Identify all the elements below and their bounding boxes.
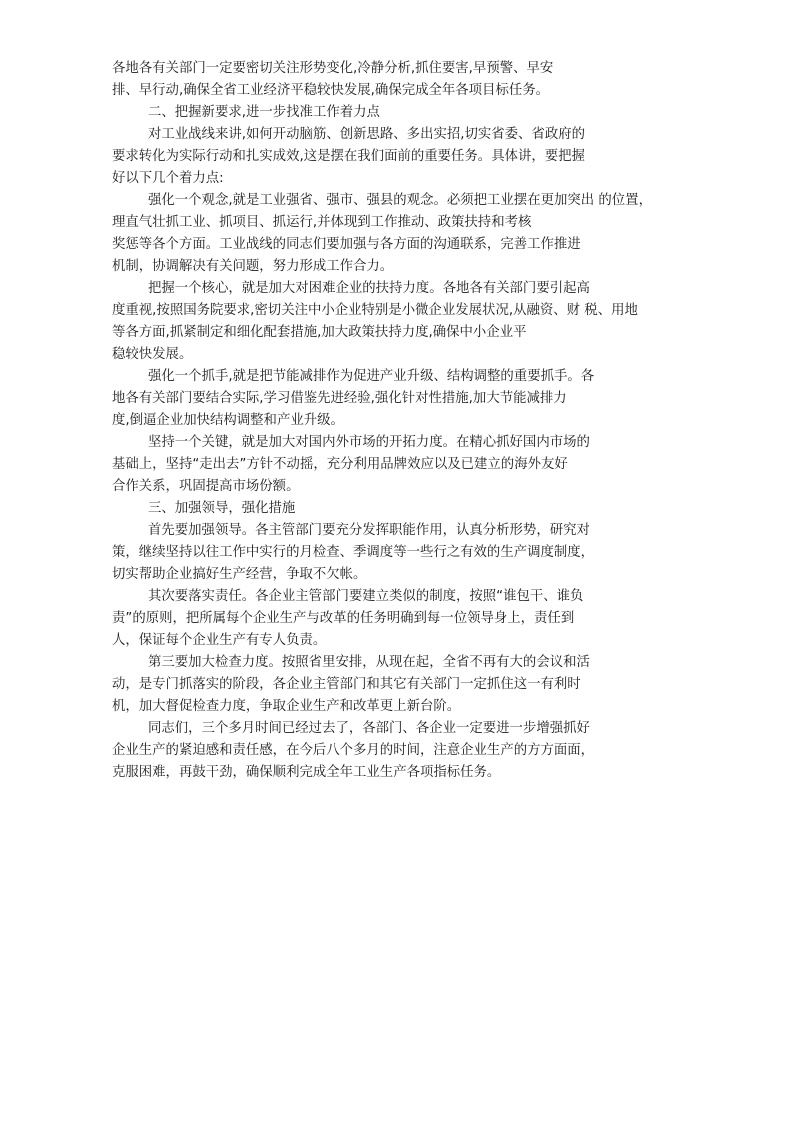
text-line: 第三要加大检查力度。按照省里安排，从现在起，全省不再有大的会议和活 xyxy=(148,655,590,670)
text-line: 要求转化为实际行动和扎实成效,这是摆在我们面前的重要任务。具体讲，要把握 xyxy=(112,149,585,164)
text-line: 等各方面,抓紧制定和细化配套措施,加大政策扶持力度,确保中小企业平 xyxy=(112,325,527,340)
body-text xyxy=(112,58,682,784)
text-line: 坚持一个关键，就是加大对国内外市场的开拓力度。在精心抓好国内市场的 xyxy=(148,435,590,450)
text-line: 强化一个观念,就是工业强省、强市、强县的观念。必须把工业摆在更加突出 的位置， xyxy=(148,193,652,208)
text-line: 机制，协调解决有关问题，努力形成工作合力。 xyxy=(112,259,394,274)
text-line: 排、早行动,确保全省工业经济平稳较快发展,确保完成全年各项目标任务。 xyxy=(112,83,550,98)
text-line: 策，继续坚持以往工作中实行的月检查、季调度等一些行之有效的生产调度制度， xyxy=(112,545,595,560)
text-line: 人，保证每个企业生产有专人负责。 xyxy=(112,633,327,648)
text-line: 对工业战线来讲,如何开动脑筋、创新思路、多出实招,切实省委、省政府的 xyxy=(148,127,586,142)
text-line: 动，是专门抓落实的阶段，各企业主管部门和其它有关部门一定抓住这一有利时 xyxy=(112,677,581,692)
text-line: 合作关系，巩固提高市场份额。 xyxy=(112,479,300,494)
text-line: 度,倒逼企业加快结构调整和产业升级。 xyxy=(112,413,344,428)
text-line: 地各有关部门要结合实际,学习借鉴先进经验,强化针对性措施,加大节能减排力 xyxy=(112,391,567,406)
text-line: 同志们，三个多月时间已经过去了，各部门、各企业一定要进一步增强抓好 xyxy=(148,721,590,736)
text-line: 切实帮助企业搞好生产经营，争取不欠帐。 xyxy=(112,567,367,582)
text-line: 首先要加强领导。各主管部门要充分发挥职能作用，认真分析形势，研究对 xyxy=(148,523,590,538)
text-line: 把握一个核心，就是加大对困难企业的扶持力度。各地各有关部门要引起高 xyxy=(148,281,590,296)
text-line: 理直气壮抓工业、抓项目、抓运行,并体现到工作推动、政策扶持和考核 xyxy=(112,215,532,230)
text-line: 责”的原则，把所属每个企业生产与改革的任务明确到每一位领导身上，责任到 xyxy=(112,611,575,626)
section-heading: 二、把握新要求,进一步找准工作着力点 xyxy=(148,105,380,120)
section-heading: 三、加强领导，强化措施 xyxy=(148,501,296,516)
text-line: 克服困难，再鼓干劲，确保顺利完成全年工业生产各项指标任务。 xyxy=(112,765,501,780)
text-line: 基础上，坚持“走出去”方针不动摇，充分利用品牌效应以及已建立的海外友好 xyxy=(112,457,568,472)
text-line: 其次要落实责任。各企业主管部门要建立类似的制度，按照“谁包干、谁负 xyxy=(148,589,584,604)
text-line: 好以下几个着力点: xyxy=(112,171,224,186)
text-line: 机，加大督促检查力度，争取企业生产和改革更上新台阶。 xyxy=(112,699,461,714)
text-line: 奖惩等各个方面。工业战线的同志们要加强与各方面的沟通联系，完善工作推进 xyxy=(112,237,581,252)
text-line: 企业生产的紧迫感和责任感，在今后八个多月的时间，注意企业生产的方方面面， xyxy=(112,743,595,758)
text-line: 度重视,按照国务院要求,密切关注中小企业特别是小微企业发展状况,从融资、财 税、用地 xyxy=(112,303,638,318)
text-line: 稳较快发展。 xyxy=(112,347,193,362)
text-line: 各地各有关部门一定要密切关注形势变化,冷静分析,抓住要害,早预警、早安 xyxy=(112,61,554,76)
text-line: 强化一个抓手,就是把节能减排作为促进产业升级、结构调整的重要抓手。各 xyxy=(148,369,595,384)
